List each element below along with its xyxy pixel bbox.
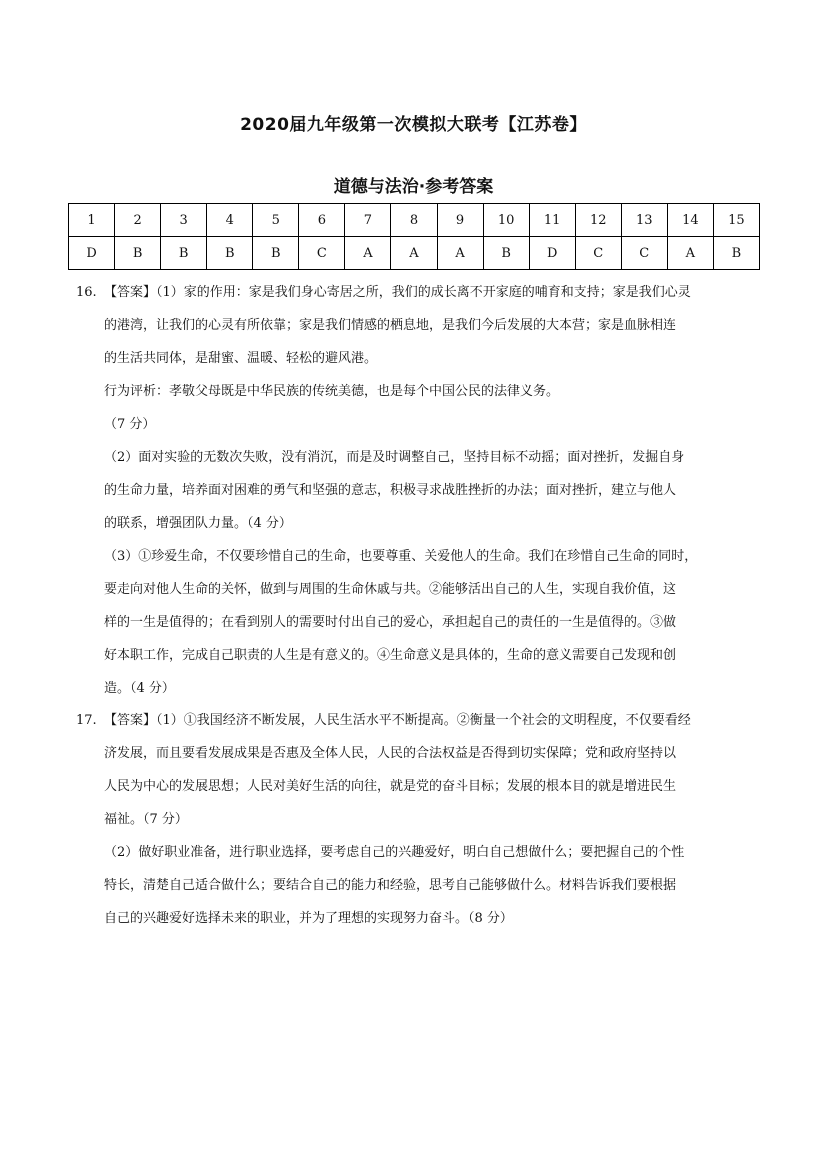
answer-row <box>69 237 760 270</box>
answer-line: 行为评析：孝敬父母既是中华民族的传统美德，也是每个中国公民的法律义务。 <box>104 384 560 399</box>
question-number-cell: 3 <box>161 204 207 237</box>
question-number-cell: 4 <box>207 204 253 237</box>
answer-tag: 【答案】 <box>104 713 157 728</box>
answer-line: （7 分） <box>104 417 156 432</box>
answer-line: （2）面对实验的无数次失败，没有消沉，而是及时调整自己，坚持目标不动摇；面对挫折，发掘自身 <box>104 450 685 465</box>
question-number-cell: 6 <box>299 204 345 237</box>
answer-tag: 【答案】 <box>104 285 157 300</box>
answer-cell: A <box>345 237 391 270</box>
page-subtitle: 道德与法治·参考答案 <box>333 177 494 197</box>
answer-line <box>76 704 756 737</box>
question-number-cell: 14 <box>667 204 713 237</box>
question-number-cell: 13 <box>621 204 667 237</box>
question-number-cell: 10 <box>483 204 529 237</box>
answer-cell: C <box>621 237 667 270</box>
answer-text: （1）家的作用：家是我们身心寄居之所，我们的成长离不开家庭的哺育和支持；家是我们心灵 <box>156 285 691 300</box>
page-title: 2020届九年级第一次模拟大联考【江苏卷】 <box>240 115 587 135</box>
answer-line: 的生命力量，培养面对困难的勇气和坚强的意志，积极寻求战胜挫折的办法；面对挫折，建立与他人 <box>104 483 677 498</box>
question-17-answer <box>76 704 756 935</box>
answer-line: 特长，清楚自己适合做什么；要结合自己的能力和经验，思考自己能够做什么。材料告诉我们要根据 <box>104 878 677 893</box>
question-number-cell: 15 <box>713 204 759 237</box>
answer-cell: D <box>529 237 575 270</box>
answer-line: 的港湾，让我们的心灵有所依靠；家是我们情感的栖息地，是我们今后发展的大本营；家是血脉相连 <box>104 318 677 333</box>
question-number-cell: 8 <box>391 204 437 237</box>
answer-line: （3）①珍爱生命，不仅要珍惜自己的生命，也要尊重、关爱他人的生命。我们在珍惜自己生命的同时， <box>104 549 698 564</box>
answer-cell: A <box>437 237 483 270</box>
answer-line: 济发展，而且要看发展成果是否惠及全体人民，人民的合法权益是否得到切实保障；党和政府坚持以 <box>104 746 677 761</box>
answer-line: 自己的兴趣爱好选择未来的职业，并为了理想的实现努力奋斗。（8 分） <box>104 911 513 926</box>
answer-table <box>68 203 760 270</box>
question-number-cell: 5 <box>253 204 299 237</box>
answer-line: 的联系，增强团队力量。（4 分） <box>104 516 292 531</box>
answer-line: 的生活共同体，是甜蜜、温暖、轻松的避风港。 <box>104 351 378 366</box>
answer-line: 要走向对他人生命的关怀，做到与周围的生命休戚与共。②能够活出自己的人生，实现自我价值，这 <box>104 582 677 597</box>
question-number-cell: 11 <box>529 204 575 237</box>
question-number: 17. <box>76 713 97 728</box>
answer-text: （1）①我国经济不断发展，人民生活水平不断提高。②衡量一个社会的文明程度，不仅要看经 <box>156 713 691 728</box>
answer-cell: A <box>667 237 713 270</box>
answer-line: 福祉。（7 分） <box>104 812 188 827</box>
question-number-cell: 12 <box>575 204 621 237</box>
answer-cell: B <box>207 237 253 270</box>
question-number-cell: 1 <box>69 204 115 237</box>
question-number-cell: 2 <box>115 204 161 237</box>
answer-cell: C <box>299 237 345 270</box>
answer-cell: B <box>483 237 529 270</box>
question-number-cell: 9 <box>437 204 483 237</box>
answer-cell: A <box>391 237 437 270</box>
answer-line: 样的一生是值得的；在看到别人的需要时付出自己的爱心，承担起自己的责任的一生是值得的。③做 <box>104 615 677 630</box>
answer-cell: B <box>253 237 299 270</box>
answer-line: （2）做好职业准备，进行职业选择，要考虑自己的兴趣爱好，明白自己想做什么；要把握自己的个性 <box>104 845 685 860</box>
question-number-cell: 7 <box>345 204 391 237</box>
answer-cell: B <box>115 237 161 270</box>
answer-line: 人民为中心的发展思想；人民对美好生活的向往，就是党的奋斗目标；发展的根本目的就是增进民生 <box>104 779 677 794</box>
answer-cell: B <box>713 237 759 270</box>
answer-line: 造。（4 分） <box>104 681 175 696</box>
question-number-row <box>69 204 760 237</box>
answer-cell: D <box>69 237 115 270</box>
answer-line <box>76 276 756 309</box>
question-number: 16. <box>76 285 97 300</box>
question-16-answer <box>76 276 756 705</box>
answer-cell: C <box>575 237 621 270</box>
answer-cell: B <box>161 237 207 270</box>
answer-line: 好本职工作，完成自己职责的人生是有意义的。④生命意义是具体的，生命的意义需要自己发现和创 <box>104 648 677 663</box>
